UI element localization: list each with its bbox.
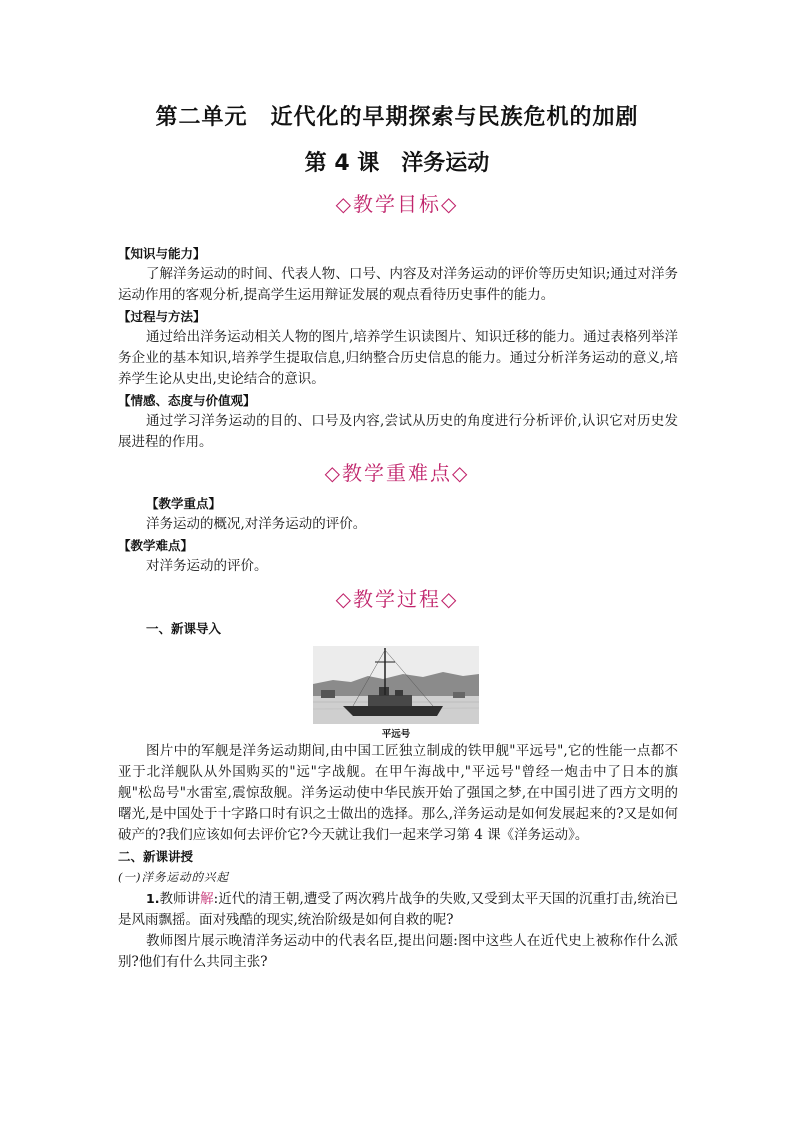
- item2-paragraph: 教师图片展示晚清洋务运动中的代表名臣,提出问题:图中这些人在近代史上被称作什么派别?他们有什么共同主张?: [118, 933, 678, 970]
- focus-label: 【教学重点】: [146, 496, 222, 511]
- process-label: 【过程与方法】: [118, 309, 206, 324]
- knowledge-label: 【知识与能力】: [118, 246, 206, 261]
- item1-number: 1.: [146, 891, 160, 906]
- section-title-objectives: ◇教学目标◇: [335, 192, 459, 216]
- item1-text: :近代的清王朝,遭受了两次鸦片战争的失败,又受到太平天国的沉重打击,统治已是风雨飘摇。面对残酷的现实,统治阶级是如何自救的呢?: [118, 891, 679, 928]
- process-text: 通过给出洋务运动相关人物的图片,培养学生识读图片、知识迁移的能力。通过表格列举洋务企业的基本知识,培养学生提取信息,归纳整合历史信息的能力。通过分析洋务运动的意义,培养学生论从史出,史论结合的意识。: [118, 329, 678, 387]
- pingyuan-warship-photo: [313, 646, 479, 724]
- intro-text: 图片中的军舰是洋务运动期间,由中国工匠独立制成的铁甲舰"平远号",它的性能一点都不亚于北洋舰队从外国购买的"远"字战舰。在甲午海战中,"平远号"曾经一炮击中了日本的旗舰"松岛号"水雷室,震惊敌舰。洋务运动使中华民族开始了强国之梦,在中国引进了西方文明的曙光,是中国处于十字路口时有识之士做出的选择。那么,洋务运动是如何发展起来的?又是如何破产的?我们应该如何去评价它?今天就让我们一起来学习第 4 课《洋务运动》。: [118, 743, 678, 843]
- unit-title: 第二单元 近代化的早期探索与民族危机的加剧: [155, 105, 639, 130]
- photo-caption: 平远号: [381, 729, 411, 740]
- section-title-key-points: ◇教学重难点◇: [324, 461, 470, 485]
- difficulty-text: 对洋务运动的评价。: [146, 558, 268, 574]
- objective-process: [118, 306, 678, 390]
- intro-heading: 一、新课导入: [146, 621, 222, 636]
- sub-heading-rise: (一)洋务运动的兴起: [118, 870, 229, 884]
- lesson-title: 第 4 课 洋务运动: [304, 151, 490, 176]
- item1-paragraph: [118, 888, 678, 931]
- objective-values: [118, 390, 678, 453]
- difficulty-label: 【教学难点】: [118, 538, 194, 553]
- values-label: 【情感、态度与价值观】: [118, 393, 256, 408]
- new-lesson-heading: 二、新课讲授: [118, 849, 194, 864]
- knowledge-text: 了解洋务运动的时间、代表人物、口号、内容及对洋务运动的评价等历史知识;通过对洋务运动作用的客观分析,提高学生运用辩证发展的观点看待历史事件的能力。: [118, 266, 678, 303]
- objective-knowledge: [118, 243, 678, 306]
- item1-prefix: 教师讲: [159, 891, 201, 907]
- focus-text: 洋务运动的概况,对洋务运动的评价。: [146, 516, 367, 532]
- section-title-process: ◇教学过程◇: [335, 587, 459, 611]
- key-points-block: [118, 493, 678, 577]
- values-text: 通过学习洋务运动的目的、口号及内容,尝试从历史的角度进行分析评价,认识它对历史发展进程的作用。: [118, 413, 678, 450]
- intro-paragraph-block: [118, 741, 678, 973]
- item1-highlight: 解: [200, 891, 214, 907]
- intro-heading-block: [118, 618, 678, 639]
